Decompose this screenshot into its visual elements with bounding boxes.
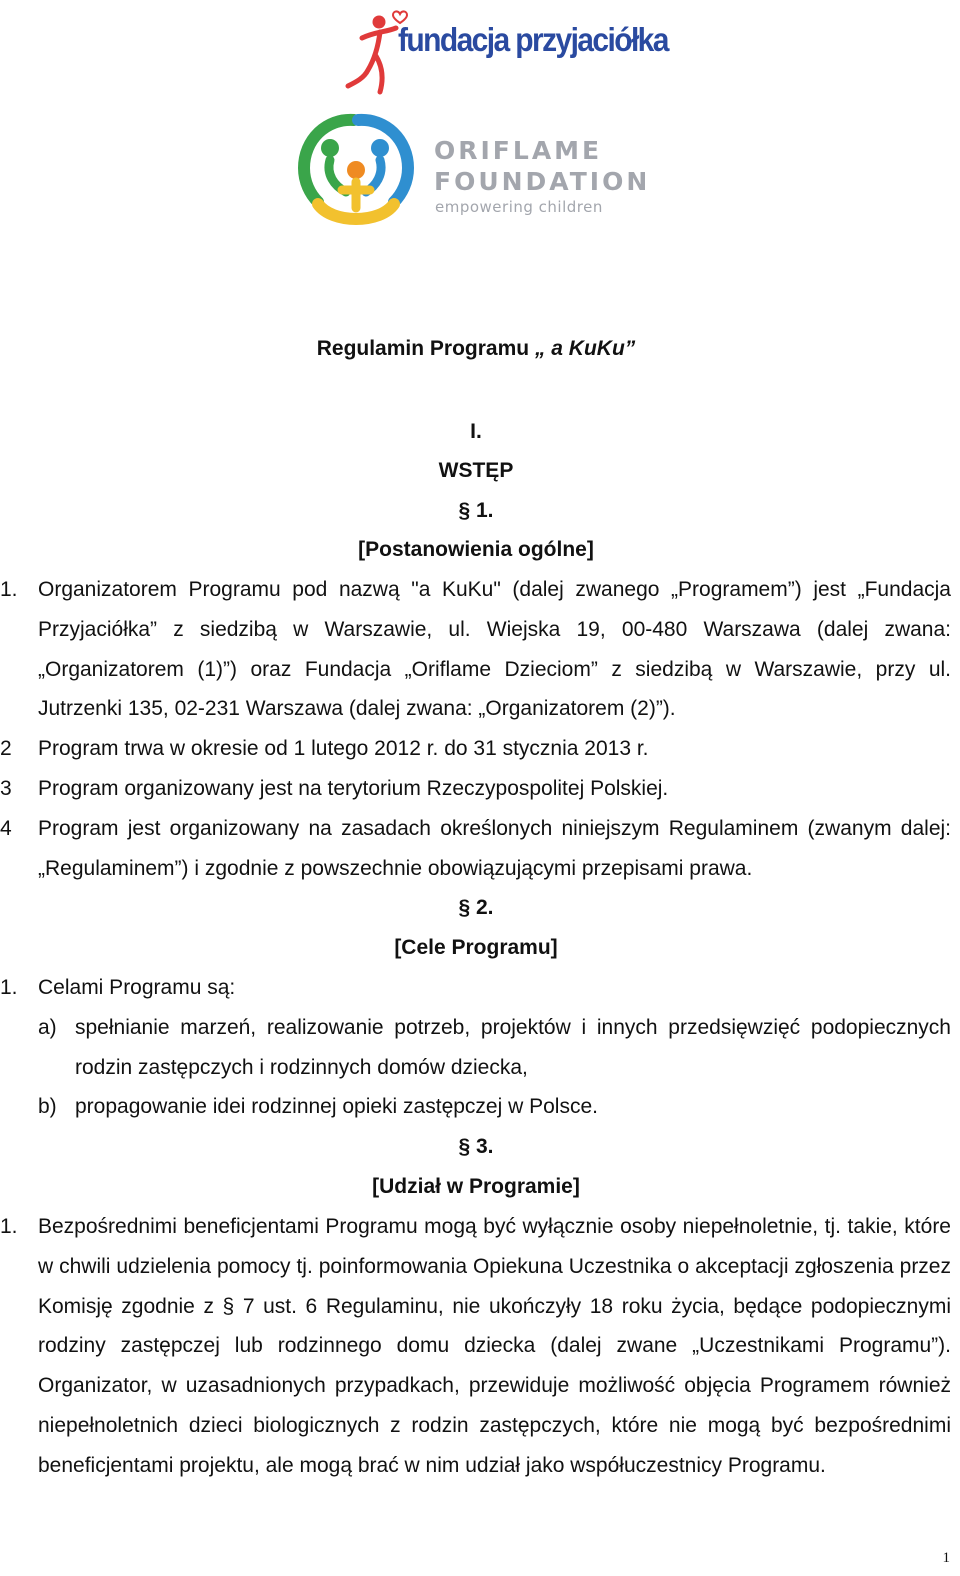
s3-item-1-text: Bezpośrednimi beneficjentami Programu mogą być wyłącznie osoby niepełnoletnie, tj. takie, które w chwili udzielenia pomocy tj. poinformowania Opiekuna Uczestnika o akceptacji zgłoszenia przez Komisję zgodnie z § 7 ust. 6 Regulaminu, nie ukończyły 18 roku życia, będące podopiecznymi rodziny zastępczej lub rodzinnego domu dziecka (dalej zwane „Uczestnikami Programu”). Organizator, w uzasadnionych przypadkach, przewiduje możliwość objęcia Programem również niepełnoletnich dzieci biologicznych z rodzin zastępczych, które nie mogą być bezpośrednimi beneficjentami projektu, ale mogą brać w nim udział jako współuczestnicy Programu. [38, 1215, 951, 1477]
section-1-heading: [Postanowienia ogólne] [358, 538, 594, 561]
document-title [0, 337, 952, 361]
oriflame-foundation-emblem [296, 112, 416, 234]
s2-subitem-a-text: spełnianie marzeń, realizowanie potrzeb, projektów i innych przedsięwzięć podopiecznych rodzin zastępczych i rodzinnych domów dziecka, [75, 1016, 951, 1079]
title-main: Regulamin Programu [316, 337, 530, 360]
section-2-number: § 2. [458, 896, 494, 919]
s1-item-4-text: Program jest organizowany na zasadach określonych niniejszym Regulaminem (zwanym dalej: „Regulaminem”) i zgodnie z powszechnie obowiązującymi przepisami prawa. [38, 817, 951, 880]
s2-subitem-b-label: b) [38, 1095, 57, 1118]
s1-item-3-text: Program organizowany jest na terytorium Rzeczypospolitej Polskiej. [38, 777, 669, 800]
oriflame-logo-line1: ORIFLAME [434, 136, 603, 165]
fundacja-logo-text: fundacja przyjaciółka [398, 22, 668, 59]
section-3-heading: [Udział w Programie] [372, 1175, 580, 1198]
s1-item-1-text: Organizatorem Programu pod nazwą "a KuKu" (dalej zwanego „Programem”) jest „Fundacja Przyjaciółka” z siedzibą w Warszawie, ul. Wiejska 19, 00-480 Warszawa (dalej zwana: „Organizatorem (1)”) oraz Fundacja „Oriflame Dzieciom” z siedzibą w Warszawie, przy ul. Jutrzenki 135, 02-231 Warszawa (dalej zwana: „Organizatorem (2)”). [38, 578, 951, 721]
s1-item-3-number: 3 [0, 777, 12, 800]
s1-item-4-number: 4 [0, 817, 12, 840]
section-1-number: § 1. [458, 499, 494, 522]
s3-item-1-number: 1. [0, 1215, 18, 1238]
chapter-title: WSTĘP [438, 459, 514, 482]
page-number: 1 [942, 1550, 950, 1566]
s2-item-1-text: Celami Programu są: [38, 976, 236, 999]
title-program-name: „ a KuKu” [534, 337, 636, 360]
section-2-heading: [Cele Programu] [394, 936, 558, 959]
oriflame-logo-tagline: empowering children [435, 198, 603, 216]
s1-item-2-number: 2 [0, 737, 12, 760]
s1-item-1-number: 1. [0, 578, 18, 601]
chapter-number: I. [470, 420, 482, 443]
s2-item-1-number: 1. [0, 976, 18, 999]
logo-area [0, 0, 960, 260]
oriflame-logo-line2: FOUNDATION [434, 167, 651, 196]
s1-item-2-text: Program trwa w okresie od 1 lutego 2012 r. do 31 stycznia 2013 r. [38, 737, 649, 760]
s2-subitem-a-label: a) [38, 1016, 57, 1039]
section-3-number: § 3. [458, 1135, 494, 1158]
s2-subitem-b-text: propagowanie idei rodzinnej opieki zastępczej w Polsce. [75, 1095, 598, 1118]
